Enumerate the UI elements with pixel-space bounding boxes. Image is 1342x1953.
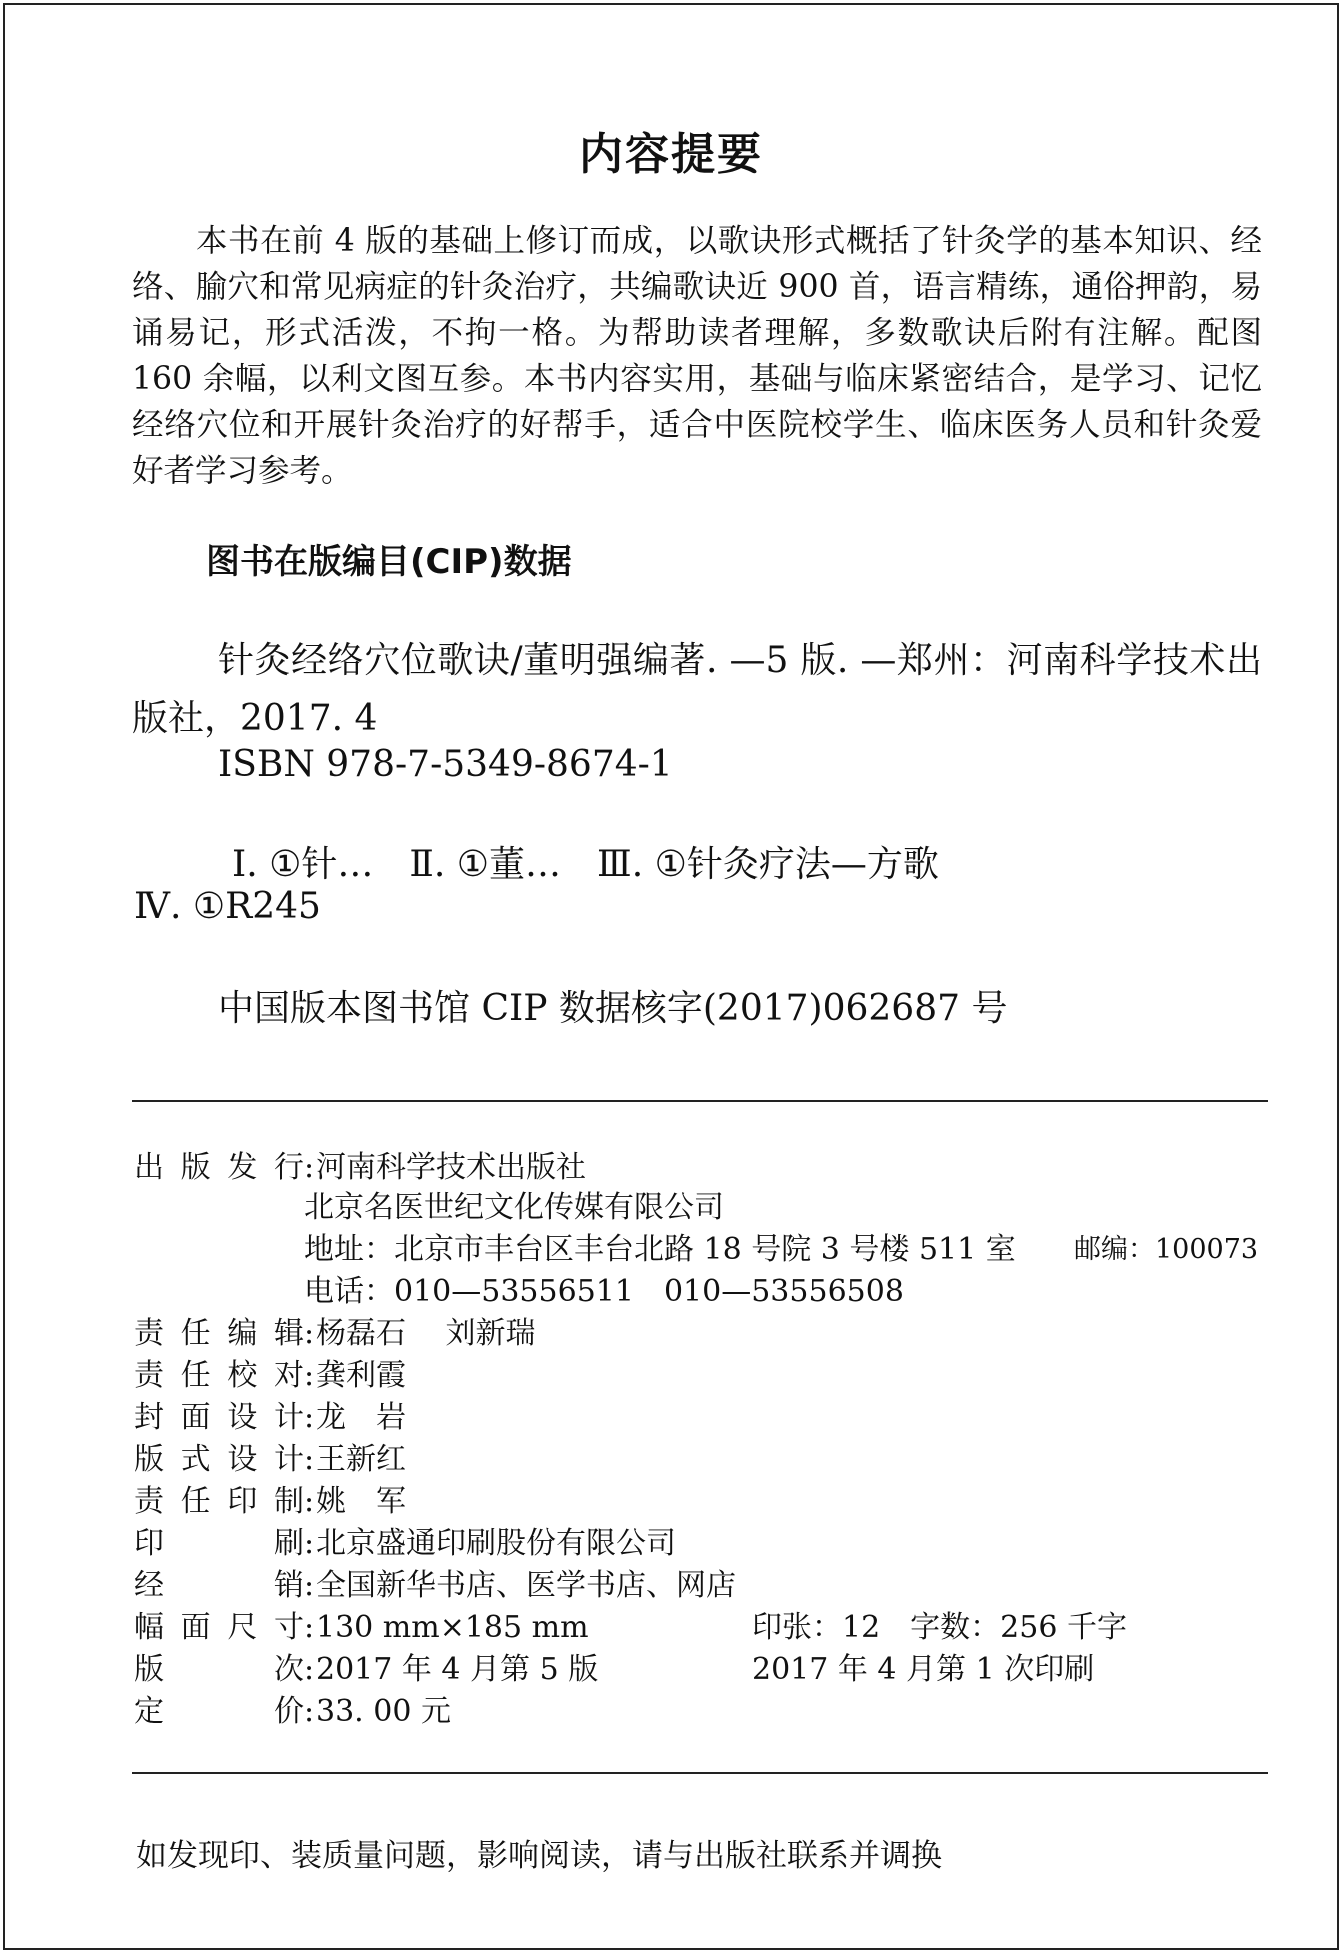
- publisher-value: 河南科学技术出版社: [316, 1150, 586, 1185]
- divider-bottom: [132, 1772, 1268, 1774]
- phone: 电话：010—53556511 010—53556508: [304, 1274, 904, 1309]
- proofreader-value: 龚利霞: [316, 1358, 406, 1393]
- page-title: 内容提要: [579, 129, 763, 180]
- editor-label: 责任编辑: [134, 1316, 304, 1351]
- quality-notice: 如发现印、装质量问题，影响阅读，请与出版社联系并调换: [136, 1838, 942, 1874]
- proofreader-row: 责任校对:龚利霞: [134, 1356, 406, 1396]
- printer-row: 印 刷:北京盛通印刷股份有限公司: [134, 1524, 676, 1564]
- editor-row: 责任编辑:杨磊石 刘新瑞: [134, 1314, 536, 1354]
- edition-row: 版 次:2017 年 4 月第 5 版: [134, 1650, 598, 1690]
- price-label: 定 价: [134, 1694, 304, 1729]
- print-manager-label: 责任印制: [134, 1484, 304, 1519]
- cip-heading: 图书在版编目(CIP)数据: [206, 542, 572, 582]
- layout-design-label: 版式设计: [134, 1442, 304, 1477]
- edition-label: 版 次: [134, 1652, 304, 1687]
- distributor-row: 经 销:全国新华书店、医学书店、网店: [134, 1566, 736, 1606]
- summary-paragraph: 本书在前 4 版的基础上修订而成，以歌诀形式概括了针灸学的基本知识、经络、腧穴和常见病症的针灸治疗，共编歌诀近 900 首，语言精练，通俗押韵，易诵易记，形式活泼，不拘一格。为帮助读者理解，多数歌诀后附有注解。配图 160 余幅，以利文图互参。本书内容实用，基础与临床紧密结合，是学习、记忆经络穴位和开展针灸治疗的好帮手，适合中医院校学生、临床医务人员和针灸爱好者学习参考。: [132, 223, 1262, 489]
- printer-label: 印 刷: [134, 1526, 304, 1561]
- layout-design-row: 版式设计:王新红: [134, 1440, 406, 1480]
- price-row: 定 价:33. 00 元: [134, 1692, 451, 1732]
- printer-value: 北京盛通印刷股份有限公司: [316, 1526, 676, 1561]
- editor-value: 杨磊石 刘新瑞: [316, 1316, 536, 1351]
- edition-value: 2017 年 4 月第 5 版: [316, 1652, 599, 1687]
- cover-design-value: 龙 岩: [316, 1400, 406, 1435]
- publisher-row: 出版发行:河南科学技术出版社: [134, 1148, 586, 1188]
- proofreader-label: 责任校对: [134, 1358, 304, 1393]
- print-manager-value: 姚 军: [316, 1484, 406, 1519]
- printing-run: 2017 年 4 月第 1 次印刷: [752, 1652, 1095, 1687]
- address: 地址：北京市丰台区丰台北路 18 号院 3 号楼 511 室: [304, 1232, 1016, 1267]
- print-manager-row: 责任印制:姚 军: [134, 1482, 406, 1522]
- cip-entry: 针灸经络穴位歌诀/董明强编著. —5 版. —郑州：河南科学技术出版社，2017. 4: [132, 640, 1262, 739]
- postcode: 邮编：100073: [1074, 1234, 1259, 1265]
- cip-isbn: ISBN 978-7-5349-8674-1: [218, 744, 673, 785]
- format-size-row: 幅面尺寸:130 mm×185 mm: [134, 1608, 589, 1648]
- price-value: 33. 00 元: [316, 1694, 451, 1729]
- copublisher: 北京名医世纪文化传媒有限公司: [304, 1190, 724, 1225]
- divider-top: [132, 1100, 1268, 1102]
- distributor-value: 全国新华书店、医学书店、网店: [316, 1568, 736, 1603]
- layout-design-value: 王新红: [316, 1442, 406, 1477]
- sheets-word-count: 印张：12 字数：256 千字: [752, 1610, 1127, 1645]
- distributor-label: 经 销: [134, 1568, 304, 1603]
- cip-classification-1: Ⅰ. ①针… Ⅱ. ①董… Ⅲ. ①针灸疗法—方歌: [232, 844, 939, 885]
- cover-design-row: 封面设计:龙 岩: [134, 1398, 406, 1438]
- format-size-value: 130 mm×185 mm: [316, 1610, 589, 1645]
- publisher-label: 出版发行: [134, 1150, 304, 1185]
- cip-verify-number: 中国版本图书馆 CIP 数据核字(2017)062687 号: [218, 988, 1008, 1029]
- cip-classification-2: Ⅳ. ①R245: [134, 886, 321, 927]
- cover-design-label: 封面设计: [134, 1400, 304, 1435]
- format-size-label: 幅面尺寸: [134, 1610, 304, 1645]
